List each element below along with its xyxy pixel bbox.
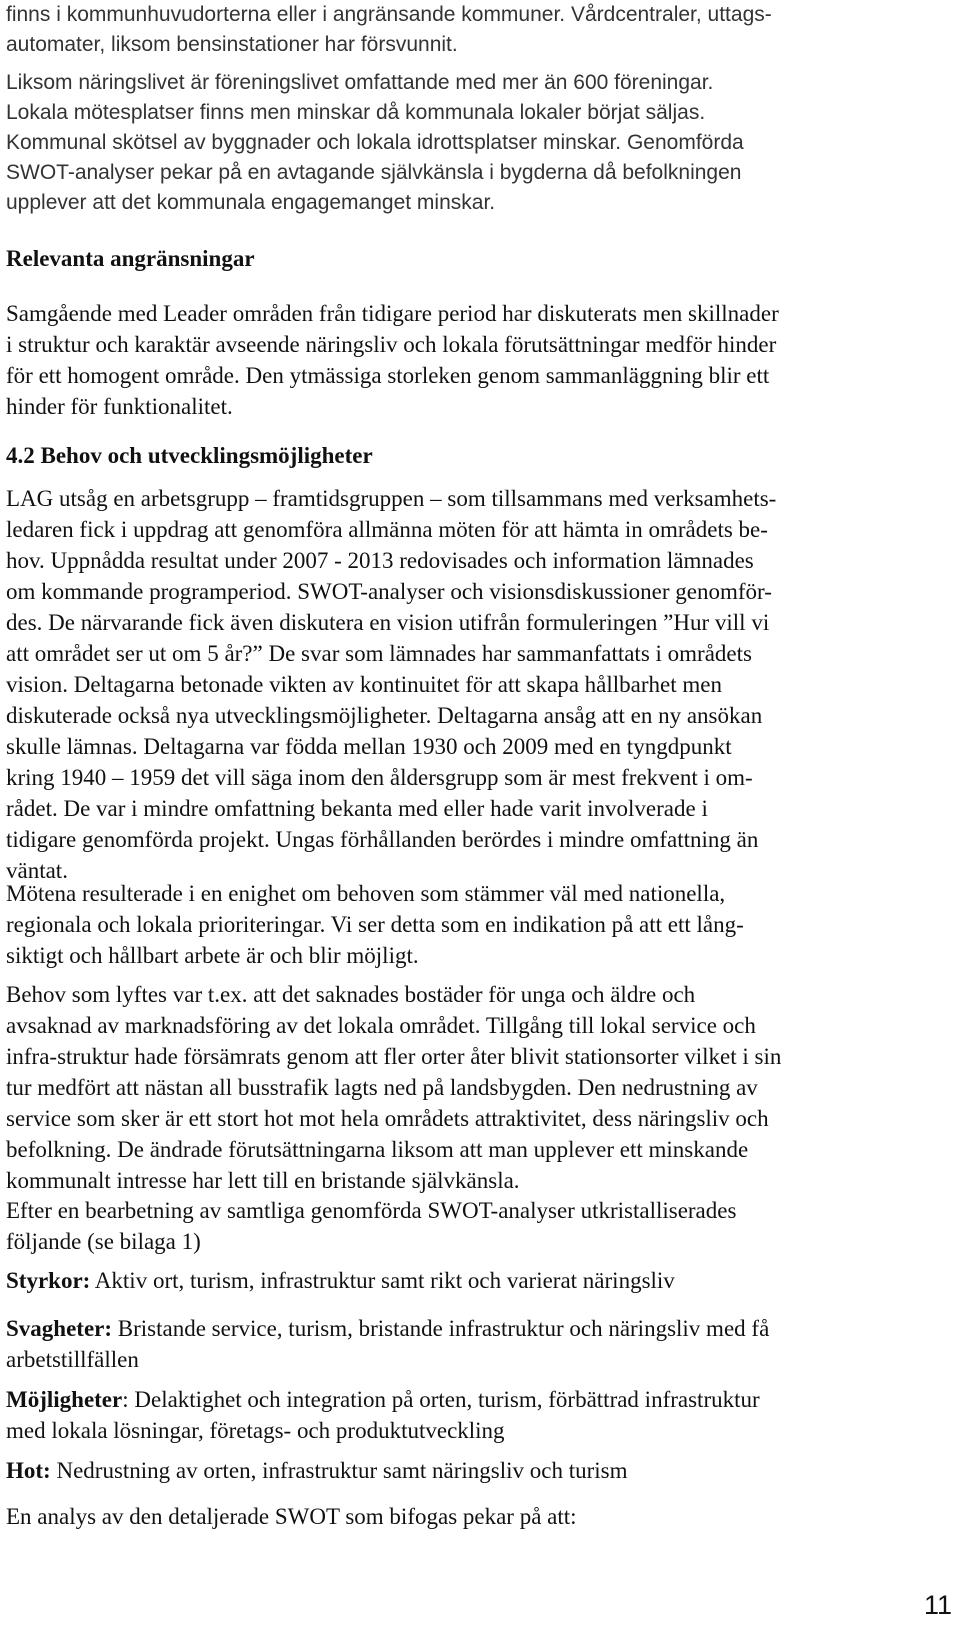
section-heading: Relevanta angränsningar <box>6 246 255 271</box>
foreningar-line-2: Lokala mötesplatser finns men minskar då kommunala lokaler börjat säljas. <box>6 101 706 124</box>
closing-paragraph <box>6 1501 577 1532</box>
p1-line-13: väntat. <box>6 858 68 883</box>
p1-line-1: LAG utsåg en arbetsgrupp – framtidsgruppen – som tillsammans med verksamhets- <box>6 486 777 511</box>
relevanta-line-3: för ett homogent område. Den ytmässiga storleken genom sammanläggning blir ett <box>6 363 770 388</box>
section-4-2-heading: 4.2 Behov och utvecklingsmöjligheter <box>6 443 373 468</box>
p1-line-10: kring 1940 – 1959 det vill säga inom den åldersgrupp som är mest frekvent i om- <box>6 765 753 790</box>
hot-label: Hot: <box>6 1458 51 1483</box>
p3-line-6: befolkning. De ändrade förutsättningarna liksom att man upplever ett minskande <box>6 1137 749 1162</box>
swot-svagheter <box>6 1313 769 1375</box>
p1-line-12: tidigare genomförda projekt. Ungas förhållanden berördes i mindre omfattning än <box>6 827 759 852</box>
intro-line-1: finns i kommunhuvudorterna eller i angränsande kommuner. Vårdcentraler, uttags- <box>6 3 772 26</box>
p2-line-3: siktigt och hållbart arbete är och blir möjligt. <box>6 943 419 968</box>
styrkor-text: Aktiv ort, turism, infrastruktur samt rikt och varierat näringsliv <box>90 1268 675 1293</box>
p3-line-5: service som sker är ett stort hot mot hela områdets attraktivitet, dess näringsliv och <box>6 1106 769 1131</box>
p2-line-2: regionala och lokala prioriteringar. Vi ser detta som en indikation på att ett lång- <box>6 912 744 937</box>
closing-line: En analys av den detaljerade SWOT som bifogas pekar på att: <box>6 1504 577 1529</box>
p1-line-9: skulle lämnas. Deltagarna var födda mellan 1930 och 2009 med en tyngdpunkt <box>6 734 732 759</box>
foreningar-line-1: Liksom näringslivet är föreningslivet omfattande med mer än 600 föreningar. <box>6 71 714 94</box>
swot-hot <box>6 1455 628 1486</box>
p1-line-2: ledaren fick i uppdrag att genomföra allmänna möten för att hämta in områdets be- <box>6 517 768 542</box>
p1-line-7: vision. Deltagarna betonade vikten av kontinuitet för att skapa hållbarhet men <box>6 672 722 697</box>
p1-line-6: att området ser ut om 5 år?” De svar som lämnades har sammanfattats i områdets <box>6 641 752 666</box>
svagheter-label: Svagheter: <box>6 1316 113 1341</box>
p1-line-5: des. De närvarande fick även diskutera en vision utifrån formuleringen ”Hur vill vi <box>6 610 770 635</box>
foreningar-line-3: Kommunal skötsel av byggnader och lokala idrottsplatser minskar. Genomförda <box>6 131 744 154</box>
foreningar-paragraph <box>6 68 744 218</box>
swot-mojligheter <box>6 1384 760 1446</box>
mojligheter-label: Möjligheter <box>6 1387 123 1412</box>
swot-styrkor <box>6 1265 675 1296</box>
svagheter-text-2: arbetstillfällen <box>6 1347 139 1372</box>
relevanta-line-2: i struktur och karaktär avseende näringsliv och lokala förutsättningar medför hinder <box>6 332 777 357</box>
p3-line-7: kommunalt intresse har lett till en bristande självkänsla. <box>6 1168 520 1193</box>
svagheter-text-1: Bristande service, turism, bristande infrastruktur och näringsliv med få <box>112 1316 770 1341</box>
p3-line-1: Behov som lyftes var t.ex. att det saknades bostäder för unga och äldre och <box>6 982 696 1007</box>
hot-text: Nedrustning av orten, infrastruktur samt näringsliv och turism <box>50 1458 628 1483</box>
foreningar-line-5: upplever att det kommunala engagemanget minskar. <box>6 191 496 214</box>
page-number: 11 <box>923 1590 952 1620</box>
relevanta-line-4: hinder för funktionalitet. <box>6 394 233 419</box>
relevanta-heading <box>6 246 255 272</box>
relevanta-paragraph <box>6 298 779 422</box>
p4-line-1: Efter en bearbetning av samtliga genomförda SWOT-analyser utkristalliserades <box>6 1198 737 1223</box>
section-4-2-paragraph-4 <box>6 1195 736 1257</box>
p1-line-8: diskuterade också nya utvecklingsmöjligheter. Deltagarna ansåg att en ny ansökan <box>6 703 763 728</box>
p1-line-11: rådet. De var i mindre omfattning bekanta med eller hade varit involverade i <box>6 796 708 821</box>
p1-line-4: om kommande programperiod. SWOT-analyser och visionsdiskussioner genomför- <box>6 579 772 604</box>
section-4-2-paragraph-3 <box>6 979 781 1196</box>
p2-line-1: Mötena resulterade i en enighet om behoven som stämmer väl med nationella, <box>6 881 726 906</box>
p3-line-2: avsaknad av marknadsföring av det lokala området. Tillgång till lokal service och <box>6 1013 756 1038</box>
section-4-2-heading-wrap <box>6 443 373 469</box>
p1-line-3: hov. Uppnådda resultat under 2007 - 2013 redovisades och information lämnades <box>6 548 754 573</box>
mojligheter-text-2: med lokala lösningar, företags- och produktutveckling <box>6 1418 505 1443</box>
foreningar-line-4: SWOT-analyser pekar på en avtagande självkänsla i bygderna då befolkningen <box>6 161 742 184</box>
intro-line-2: automater, liksom bensinstationer har försvunnit. <box>6 33 458 56</box>
styrkor-label: Styrkor: <box>6 1268 91 1293</box>
relevanta-line-1: Samgående med Leader områden från tidigare period har diskuterats men skillnader <box>6 301 779 326</box>
intro-paragraph <box>6 0 772 60</box>
section-4-2-paragraph-1 <box>6 483 776 886</box>
mojligheter-text-1: : Delaktighet och integration på orten, turism, förbättrad infrastruktur <box>122 1387 760 1412</box>
p4-line-2: följande (se bilaga 1) <box>6 1229 201 1254</box>
section-4-2-paragraph-2 <box>6 878 744 971</box>
p3-line-4: tur medfört att nästan all busstrafik lagts ned på landsbygden. Den nedrustning av <box>6 1075 758 1100</box>
p3-line-3: infra-struktur hade försämrats genom att fler orter åter blivit stationsorter vilket i sin <box>6 1044 782 1069</box>
